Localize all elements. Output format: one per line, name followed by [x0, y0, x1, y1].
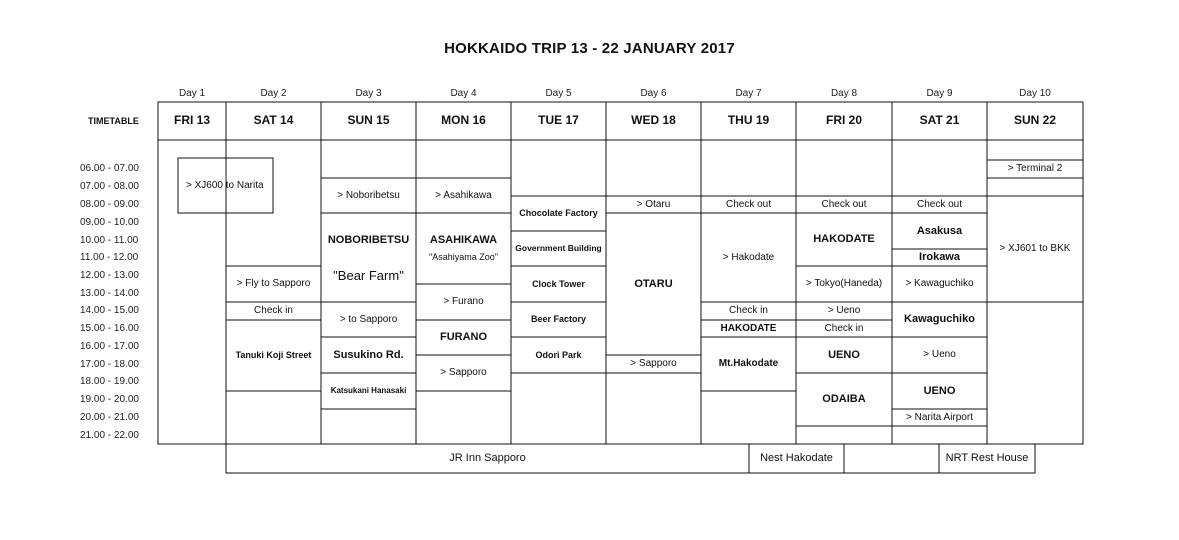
day-number-7: Day 7 — [735, 88, 762, 99]
page-title: HOKKAIDO TRIP 13 - 22 JANUARY 2017 — [444, 40, 735, 57]
event-go-tokyo-haneda: > Tokyo(Haneda) — [805, 278, 883, 290]
event-check-out: Check out — [916, 198, 963, 210]
time-slot: 13.00 - 14.00 — [80, 288, 139, 299]
event-susukino: Susukino Rd. — [333, 348, 404, 361]
event-go-sapporo: > Sapporo — [440, 367, 487, 379]
time-slot: 15.00 - 16.00 — [80, 323, 139, 334]
event-flight-narita: > XJ600 to Narita — [186, 180, 264, 191]
time-slot: 20.00 - 21.00 — [80, 412, 139, 423]
event-clock-tower: Clock Tower — [532, 278, 585, 289]
event-beer-factory: Beer Factory — [530, 314, 587, 325]
event-ueno: UENO — [828, 348, 860, 361]
event-to-sapporo: > to Sapporo — [339, 313, 398, 325]
event-go-asahikawa: > Asahikawa — [435, 189, 492, 201]
event-go-noboribetsu: > Noboribetsu — [337, 189, 400, 201]
time-slot: 14.00 - 15.00 — [80, 305, 139, 316]
day-date-3: SUN 15 — [347, 113, 390, 128]
day-number-3: Day 3 — [355, 88, 382, 99]
day-number-5: Day 5 — [545, 88, 572, 99]
day-date-1: FRI 13 — [173, 113, 210, 128]
event-check-out: Check out — [821, 198, 867, 210]
event-go-furano: > Furano — [443, 296, 484, 308]
event-asahikawa: ASAHIKAWA — [429, 233, 498, 246]
day-date-4: MON 16 — [441, 113, 486, 128]
day-date-9: SAT 21 — [919, 113, 960, 128]
day-number-6: Day 6 — [640, 88, 667, 99]
event-odaiba: ODAIBA — [822, 393, 866, 406]
time-slot: 06.00 - 07.00 — [80, 163, 139, 174]
event-government-building: Government Building — [515, 242, 602, 253]
event-asakusa: Asakusa — [916, 224, 963, 237]
event-furano: FURANO — [439, 331, 488, 344]
event-go-ueno: > Ueno — [923, 349, 956, 361]
day-date-7: THU 19 — [727, 113, 770, 128]
time-slot: 12.00 - 13.00 — [80, 270, 139, 281]
event-go-otaru: > Otaru — [636, 198, 671, 210]
time-slot: 10.00 - 11.00 — [80, 235, 139, 246]
time-slot: 08.00 - 09.00 — [80, 199, 139, 210]
event-hakodate: HAKODATE — [720, 322, 777, 334]
day-number-1: Day 1 — [178, 88, 206, 99]
timetable-label: TIMETABLE — [88, 116, 139, 126]
event-chocolate-factory: Chocolate Factory — [519, 208, 598, 219]
time-slot: 18.00 - 19.00 — [80, 376, 139, 387]
day-date-6: WED 18 — [631, 113, 676, 128]
time-slot: 21.00 - 22.00 — [80, 430, 139, 441]
event-katsukani-hanasaki: Katsukani Hanasaki — [330, 386, 407, 396]
day-number-2: Day 2 — [260, 88, 287, 99]
event-go-narita-airport: > Narita Airport — [906, 411, 973, 423]
event-back-sapporo: > Sapporo — [630, 358, 677, 370]
event-fly-sapporo: > Fly to Sapporo — [236, 278, 311, 290]
day-date-5: TUE 17 — [538, 113, 579, 128]
event-check-in: Check in — [729, 305, 768, 317]
hotel-nest-hakodate: Nest Hakodate — [760, 452, 833, 465]
day-date-10: SUN 22 — [1013, 113, 1057, 128]
event-otaru: OTARU — [634, 277, 673, 290]
day-number-8: Day 8 — [830, 88, 858, 99]
hotel-nrt-rest-house: NRT Rest House — [945, 452, 1029, 465]
day-number-10: Day 10 — [1019, 88, 1051, 99]
event-go-terminal-2: > Terminal 2 — [1007, 163, 1063, 175]
day-number-4: Day 4 — [450, 88, 477, 99]
event-ueno: UENO — [923, 384, 956, 397]
event-mt-hakodate: Mt.Hakodate — [718, 358, 779, 370]
event-go-hakodate: > Hakodate — [722, 251, 775, 263]
event-kawaguchiko: Kawaguchiko — [904, 313, 975, 326]
time-slot: 09.00 - 10.00 — [80, 217, 139, 228]
day-date-2: SAT 14 — [253, 113, 294, 128]
event-hakodate: HAKODATE — [813, 233, 875, 246]
hotel-jr-inn-sapporo: JR Inn Sapporo — [449, 452, 526, 465]
time-slot: 16.00 - 17.00 — [80, 341, 139, 352]
event-odori-park: Odori Park — [535, 349, 582, 360]
event-check-out: Check out — [725, 198, 772, 210]
event-check-in: Check in — [824, 322, 864, 334]
event-check-in: Check in — [254, 305, 293, 317]
event-irokawa: Irokawa — [919, 251, 960, 264]
event-go-ueno: > Ueno — [827, 305, 861, 317]
day-number-9: Day 9 — [926, 88, 953, 99]
time-slot: 19.00 - 20.00 — [80, 394, 139, 405]
event-go-kawaguchiko: > Kawaguchiko — [905, 278, 974, 290]
event-bear-farm: "Bear Farm" — [333, 267, 404, 283]
time-slot: 11.00 - 12.00 — [80, 252, 139, 263]
event-flight-bkk: > XJ601 to BKK — [999, 243, 1071, 255]
event-noboribetsu: NOBORIBETSU — [327, 233, 410, 246]
day-date-8: FRI 20 — [825, 113, 862, 128]
time-slot: 17.00 - 18.00 — [80, 359, 139, 370]
time-slot: 07.00 - 08.00 — [80, 181, 139, 192]
event-asahiyama-zoo: "Asahiyama Zoo" — [429, 251, 498, 262]
event-tanuki-koji: Tanuki Koji Street — [235, 350, 312, 361]
